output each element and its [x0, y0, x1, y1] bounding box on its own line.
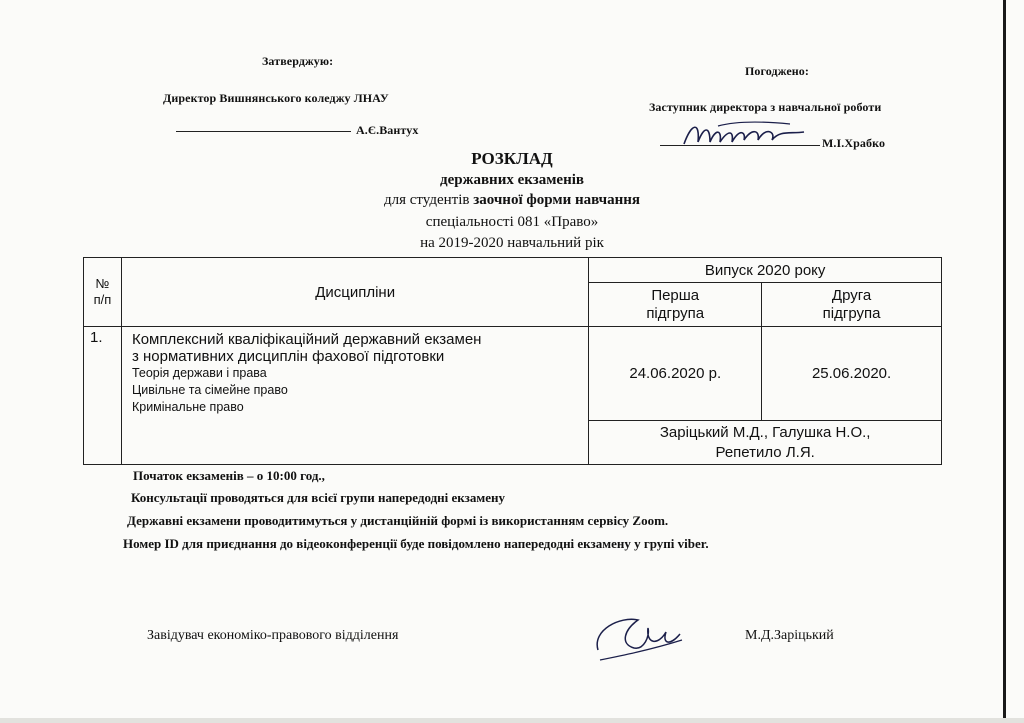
note-start-time: Початок екзаменів – о 10:00 год.,: [133, 468, 325, 483]
footer-name: М.Д.Заріцький: [745, 628, 834, 643]
subject-theory: Теорія держави і права: [131, 366, 267, 380]
scan-edge-right: [1003, 0, 1006, 723]
row-num: 1.: [84, 327, 122, 465]
date-group1: 24.06.2020 р.: [589, 327, 762, 421]
examiners-line2: Репетило Л.Я.: [715, 443, 815, 461]
approve-position: Директор Вишнянського коледжу ЛНАУ: [163, 91, 389, 105]
header-group1: Перша підгрупа: [589, 283, 762, 327]
note-conference-id: Номер ID для приєднання до відеоконференції буде повідомлено напередодні екзамену у групі viber.: [123, 536, 709, 551]
header-disciplines: Дисципліни: [121, 258, 588, 327]
students-prefix: для студентів: [383, 192, 474, 208]
footer-signature: [590, 610, 690, 670]
doc-year: на 2019-2020 навчальний рік: [420, 235, 604, 251]
approve-name: А.Є.Вантух: [356, 123, 419, 137]
header-num: № п/п: [84, 258, 122, 327]
note-consultations: Консультації проводяться для всієї групи напередодні екзамену: [131, 490, 505, 505]
study-form: заочної форми навчання: [473, 192, 640, 208]
note-remote-format: Державні екзамени проводитимуться у дистанційній формі із використанням сервісу Zoom.: [127, 513, 669, 528]
agree-signature: [680, 118, 810, 152]
doc-specialty: спеціальності 081 «Право»: [425, 214, 599, 230]
agree-label: Погоджено:: [745, 64, 809, 78]
header-group2: Друга підгрупа: [762, 283, 942, 327]
doc-students-line: [0, 192, 1024, 209]
doc-subtitle: державних екзаменів: [439, 172, 585, 188]
schedule-table: [83, 257, 942, 465]
header-release: Випуск 2020 року: [589, 258, 942, 283]
approve-label: Затверджую:: [262, 54, 334, 68]
discipline-title-1: Комплексний кваліфікаційний державний екзамен: [131, 331, 482, 348]
agree-position: Заступник директора з навчальної роботи: [649, 100, 882, 114]
approve-signature-line: [176, 131, 351, 132]
row-discipline: [121, 327, 588, 465]
examiners-line1: Заріцький М.Д., Галушка Н.О.,: [659, 423, 871, 441]
subject-criminal: Кримінальне право: [131, 400, 244, 414]
examiners: [589, 421, 942, 465]
discipline-title-2: з нормативних дисциплін фахової підготовки: [131, 348, 445, 365]
agree-name: М.І.Храбко: [822, 136, 886, 150]
subject-civil: Цивільне та сімейне право: [131, 383, 288, 397]
footer-position: Завідувач економіко-правового відділення: [147, 628, 399, 643]
date-group2: 25.06.2020.: [762, 327, 942, 421]
doc-title: РОЗКЛАД: [471, 149, 553, 168]
scan-edge-bottom: [0, 718, 1024, 723]
